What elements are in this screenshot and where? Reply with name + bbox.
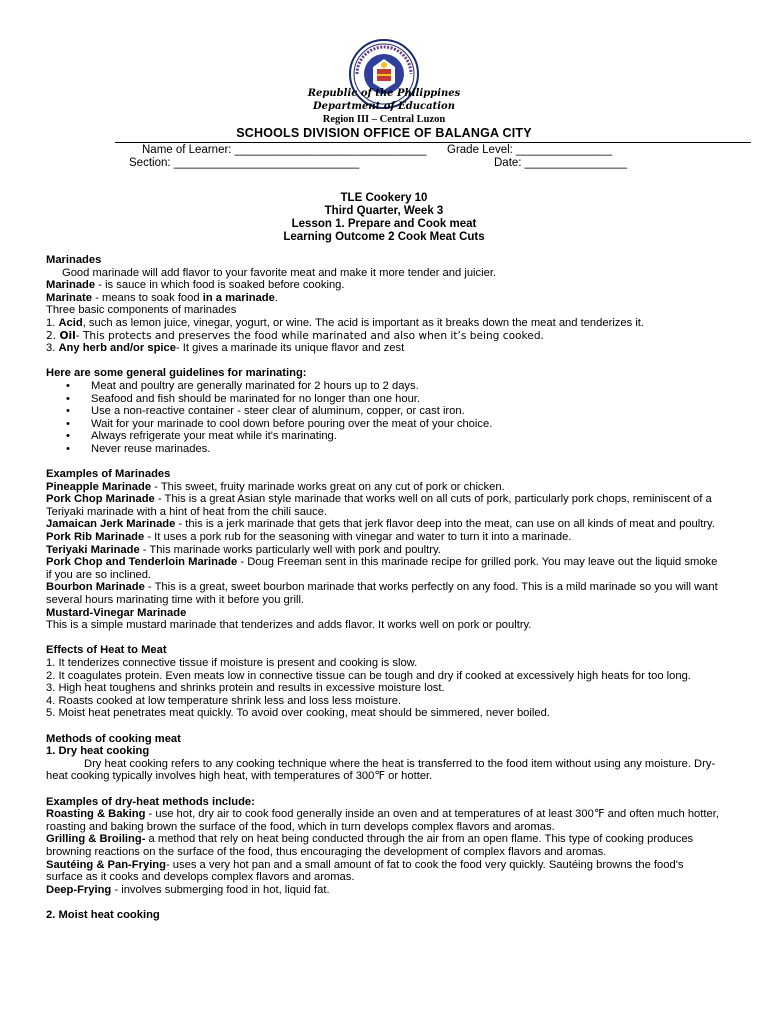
methods-heading: Methods of cooking meat	[46, 732, 181, 745]
division-heading: SCHOOLS DIVISION OFFICE OF BALANGA CITY	[236, 126, 532, 140]
header-divider	[115, 142, 751, 143]
dry-heat-description: Dry heat cooking refers to any cooking technique where the heat is transferred to the food item without using any moisture. Dry-heat cooking typically involves high heat, with temperatures of 300℉ or hotter.	[46, 757, 716, 783]
effect-item: 3. High heat toughens and shrinks protein and results in excessive moisture lost.	[46, 682, 445, 695]
mustard-description: This is a simple mustard marinade that tenderizes and adds flavor. It works well on pork or poultry.	[46, 619, 532, 632]
example-item: Jamaican Jerk Marinade - this is a jerk marinade that gets that jerk flavor deep into the meat, can use on all kinds of meat and poultry.	[46, 518, 715, 531]
marinades-intro: Good marinade will add flavor to your favorite meat and make it more tender and juicier.	[62, 266, 497, 279]
dry-method-item: Roasting & Baking - use hot, dry air to cook food generally inside an oven and at temperatures of at least 300℉ and often much hotter, roasting and baking brown the surface of the food, which in turn develops complex flavors and aromas.	[46, 808, 719, 833]
effect-item: 5. Moist heat penetrates meat quickly. To avoid over cooking, meat should be simmered, never boiled.	[46, 707, 550, 720]
guidelines-heading: Here are some general guidelines for marinating:	[46, 367, 307, 380]
subject-title: TLE Cookery 10	[340, 192, 428, 204]
list-item: • Wait for your marinade to cool down before pouring over the meat of your choice.	[46, 418, 720, 431]
list-item: • Always refrigerate your meat while it's marinating.	[46, 430, 720, 443]
components-intro: Three basic components of marinades	[46, 304, 237, 317]
date-field: Date: ________________	[494, 157, 628, 169]
example-item: Teriyaki Marinade - This marinade works particularly well with pork and poultry.	[46, 543, 441, 556]
list-item: • Never reuse marinades.	[46, 443, 720, 456]
grade-level-field: Grade Level: _______________	[447, 144, 612, 156]
example-item: Pork Chop Marinade - This is a great Asian style marinade that works well on all cuts of pork, particularly pork chops, reminiscent of a Teriyaki marinade with a hint of heat from the chili sauce.	[46, 493, 712, 518]
effects-heading: Effects of Heat to Meat	[46, 644, 167, 657]
marinade-definition: Marinade - is sauce in which food is soaked before cooking.	[46, 279, 345, 292]
department-heading: Department of Education	[313, 101, 455, 112]
example-item: Bourbon Marinade - This is a great, sweet bourbon marinade that works perfectly on any food. This is a mild marinade so you will want several hours marinating time with it before you grill.	[46, 581, 718, 607]
list-item: • Use a non-reactive container - steer clear of aluminum, copper, or cast iron.	[46, 405, 720, 418]
effect-item: 2. It coagulates protein. Even meats low in connective tissue can be tough and dry if cooked at excessively high heats for too long.	[46, 669, 691, 682]
moist-heat-heading: 2. Moist heat cooking	[46, 908, 160, 921]
component-herb: 3. Any herb and/or spice- It gives a marinade its unique flavor and zest	[46, 342, 405, 355]
learner-name-field: Name of Learner: ______________________________	[142, 144, 427, 156]
component-oil: 2. Oil- This protects and preserves the food while marinated and also when it’s being cooked.	[46, 329, 544, 342]
outcome-title: Learning Outcome 2 Cook Meat Cuts	[283, 231, 485, 243]
dry-method-item: Deep-Frying - involves submerging food in hot, liquid fat.	[46, 883, 330, 896]
component-acid: 1. Acid, such as lemon juice, vinegar, yogurt, or wine. The acid is important as it breaks down the meat and tenderizes it.	[46, 316, 645, 329]
list-item: • Seafood and fish should be marinated for no longer than one hour.	[46, 393, 720, 406]
republic-heading: Republic of the Philippines	[307, 88, 461, 99]
example-item: Mustard-Vinegar Marinade	[46, 606, 187, 619]
effect-item: 1. It tenderizes connective tissue if moisture is present and cooking is slow.	[46, 657, 418, 669]
lesson-body	[46, 254, 720, 921]
section-field: Section: _____________________________	[129, 157, 360, 169]
examples-heading: Examples of Marinades	[46, 468, 171, 481]
quarter-title: Third Quarter, Week 3	[324, 205, 444, 217]
guidelines-list	[46, 380, 720, 456]
dry-examples-heading: Examples of dry-heat methods include:	[46, 795, 255, 808]
marinades-heading: Marinades	[46, 254, 102, 266]
dry-heat-heading: 1. Dry heat cooking	[46, 745, 150, 758]
lesson-title: Lesson 1. Prepare and Cook meat	[291, 218, 477, 230]
example-item: Pineapple Marinade - This sweet, fruity marinade works great on any cut of pork or chicken.	[46, 480, 505, 493]
marinate-definition: Marinate - means to soak food in a marinade.	[46, 291, 278, 304]
example-item: Pork Rib Marinade - It uses a pork rub for the seasoning with vinegar and water to turn it into a marinade.	[46, 531, 572, 544]
list-item: • Meat and poultry are generally marinated for 2 hours up to 2 days.	[46, 380, 720, 393]
effect-item: 4. Roasts cooked at low temperature shrink less and loss less moisture.	[46, 694, 402, 707]
example-item: Pork Chop and Tenderloin Marinade - Doug Freeman sent in this marinade recipe for grilled pork. You may leave out the liquid smoke if you are so inclined.	[46, 556, 718, 581]
region-heading: Region III – Central Luzon	[322, 114, 446, 125]
dry-method-item: Sautéing & Pan-Frying- uses a very hot pan and a small amount of fat to cook the food very quickly. Sautéing browns the food's surface as it cooks and develops complex flavors and aromas.	[46, 858, 684, 884]
dry-method-item: Grilling & Broiling- a method that rely on heat being conducted through the air from an open flame. This type of cooking produces browning reactions on the surface of the food, thus encouraging the development of complex flavors and aromas.	[46, 833, 694, 858]
